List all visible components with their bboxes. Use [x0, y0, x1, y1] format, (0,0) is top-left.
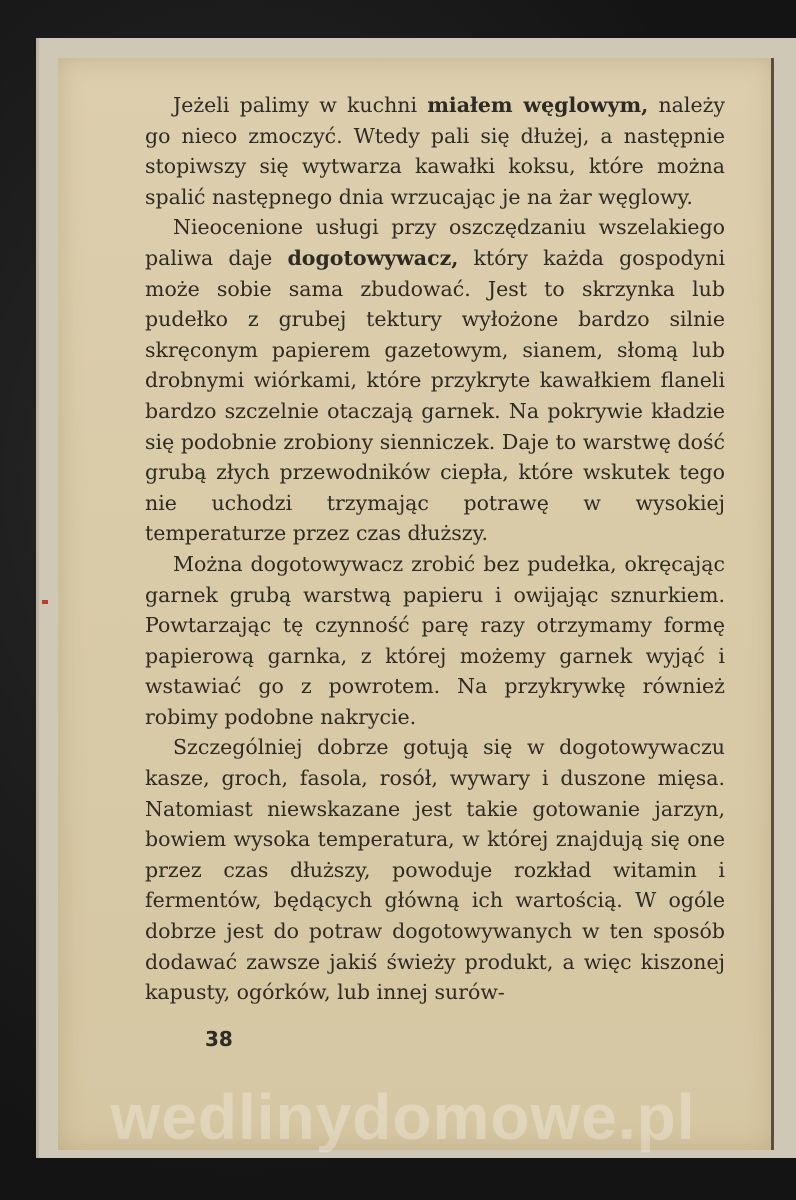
paragraph-3	[145, 549, 725, 733]
site-watermark: wedlinydomowe.pl	[110, 1081, 696, 1153]
paragraph-1-emphasis: miałem węglowym,	[427, 93, 649, 117]
paragraph-4	[145, 732, 725, 1007]
paragraph-2-text-end: który każda gospodyni może sobie sama zbudować. Jest to skrzynka lub pudełko z grubej tektury wyłożone bardzo silnie skręconym papierem gazetowym, sianem, słomą lub drobnymi wiórkami, które przykryte kawałkiem flaneli bardzo szczelnie otaczają garnek. Na pokrywie kładzie się podobnie zrobiony sienniczek. Daje to warstwę dość grubą złych przewodników ciepła, które wskutek tego nie uchodzi trzymając potrawę w wysokiej temperaturze przez czas dłuższy.	[145, 245, 726, 546]
paragraph-2-text: Nieocenione usługi przy oszczędzaniu wszelakiego paliwa daje	[145, 215, 725, 270]
red-ink-mark	[42, 600, 48, 604]
paragraph-2	[145, 212, 725, 549]
paragraph-2-emphasis: dogotowywacz,	[287, 245, 459, 270]
body-text	[145, 90, 725, 1008]
paragraph-1-text-end: należy go nieco zmoczyć. Wtedy pali się dłużej, a następnie stopiwszy się wytwarza kawałki koksu, które można spalić następnego dnia wrzucając je na żar węglowy.	[145, 93, 725, 209]
page-edge-shadow	[771, 58, 774, 1150]
paragraph-4-text: Szczególniej dobrze gotują się w dogotowywaczu kasze, groch, fasola, rosół, wywary i duszone mięsa. Natomiast niewskazane jest takie gotowanie jarzyn, bowiem wysoka temperatura, w której znajdują się one przez czas dłuższy, powoduje rozkład witamin i fermentów, będących główną ich wartością. W ogóle dobrze jest do potraw dogotowywanych w ten sposób dodawać zawsze jakiś świeży produkt, a więc kiszonej kapusty, ogórków, lub innej surów-	[145, 735, 725, 1005]
paragraph-3-text: Można dogotowywacz zrobić bez pudełka, okręcając garnek grubą warstwą papieru i owijając sznurkiem. Powtarzając tę czynność parę razy otrzymamy formę papierową garnka, z której możemy garnek wyjąć i wstawiać go z powrotem. Na przykrywkę również robimy podobne nakrycie.	[145, 551, 725, 729]
page-number: 38	[205, 1027, 233, 1051]
paragraph-1	[145, 90, 725, 212]
paragraph-1-text: Jeżeli palimy w kuchni	[173, 93, 428, 117]
